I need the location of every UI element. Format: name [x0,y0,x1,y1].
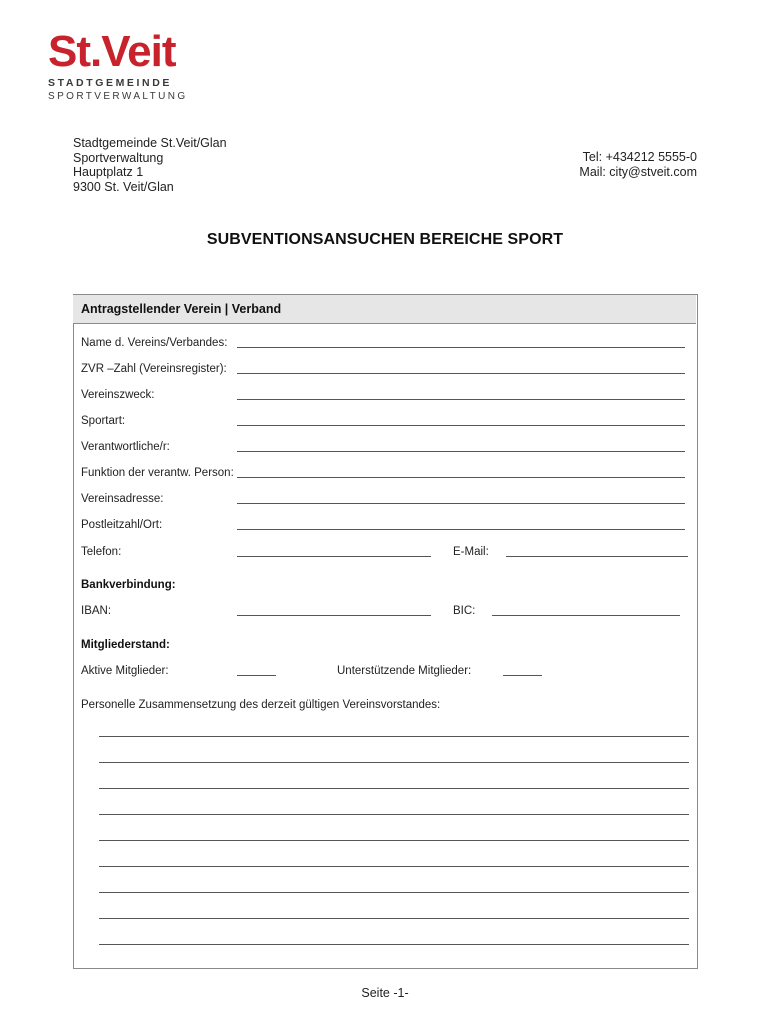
input-line-vereinsadresse[interactable] [237,503,685,504]
label-aktive-mitglieder: Aktive Mitglieder: [81,665,169,677]
address-line: Sportverwaltung [73,150,164,165]
st-veit-logo [48,30,208,74]
label-bic: BIC: [453,605,476,617]
label-vereinsvorstand: Personelle Zusammensetzung des derzeit gültigen Vereinsvorstandes: [81,699,441,711]
address-line: 9300 St. Veit/Glan [73,179,174,194]
board-entry-line[interactable] [99,788,689,789]
page-number: Seite -1- [361,986,409,1000]
label-funktion: Funktion der verantw. Person: [81,467,234,479]
board-entry-line[interactable] [99,866,689,867]
form-section-title: Antragstellender Verein | Verband [81,302,282,316]
board-entry-line[interactable] [99,814,689,815]
label-vereinsname: Name d. Vereins/Verbandes: [81,337,228,349]
section-bankverbindung: Bankverbindung: [81,579,176,591]
application-form-box [73,294,698,969]
input-line-postleitzahl-ort[interactable] [237,529,685,530]
board-entry-line[interactable] [99,892,689,893]
address-line: Stadtgemeinde St.Veit/Glan [73,136,227,150]
label-telefon: Telefon: [81,546,122,558]
input-line-sportart[interactable] [237,425,685,426]
label-email: E-Mail: [453,546,489,558]
input-line-iban[interactable] [237,615,431,616]
logo-subtitle-sportverwaltung: SPORTVERWALTUNG [48,91,188,102]
board-entry-line[interactable] [99,736,689,737]
input-line-email[interactable] [506,556,688,557]
input-line-aktive-mitglieder[interactable] [237,675,276,676]
input-line-funktion[interactable] [237,477,685,478]
svg-text:St.Veit: St.Veit [48,30,176,74]
input-line-telefon[interactable] [237,556,431,557]
board-entry-line[interactable] [99,840,689,841]
contact-mail: Mail: city@stveit.com [579,164,697,179]
label-verantwortliche: Verantwortliche/r: [81,441,170,453]
label-postleitzahl-ort: Postleitzahl/Ort: [81,519,163,531]
board-entry-line[interactable] [99,918,689,919]
input-line-bic[interactable] [492,615,680,616]
label-zvr: ZVR –Zahl (Vereinsregister): [81,363,227,375]
input-line-vereinsname[interactable] [237,347,685,348]
input-line-zvr[interactable] [237,373,685,374]
label-unterstuetzende-mitglieder: Unterstützende Mitglieder: [337,665,472,677]
document-title: SUBVENTIONSANSUCHEN BEREICHE SPORT [206,231,564,248]
label-vereinsadresse: Vereinsadresse: [81,493,164,505]
logo-subtitle-stadtgemeinde: STADTGEMEINDE [48,77,173,89]
label-sportart: Sportart: [81,415,126,427]
contact-phone: Tel: +434212 5555-0 [582,150,697,164]
contact-info [579,150,697,179]
section-mitgliederstand: Mitgliederstand: [81,639,170,651]
address-line: Hauptplatz 1 [73,165,144,179]
input-line-unterstuetzende-mitglieder[interactable] [503,675,542,676]
label-vereinszweck: Vereinszweck: [81,389,155,401]
input-line-verantwortliche[interactable] [237,451,685,452]
board-entry-line[interactable] [99,944,689,945]
input-line-vereinszweck[interactable] [237,399,685,400]
sender-address [73,136,227,194]
label-iban: IBAN: [81,605,112,617]
board-entry-line[interactable] [99,762,689,763]
